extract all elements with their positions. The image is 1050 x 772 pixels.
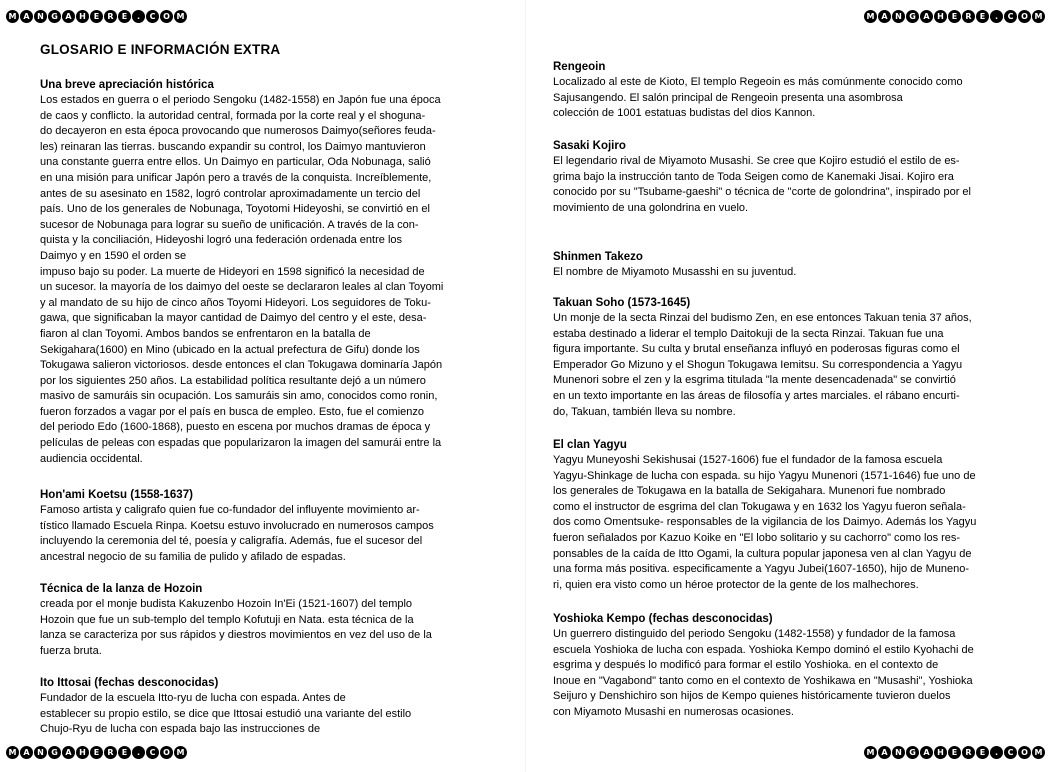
section-body: creada por el monje budista Kakuzenbo Hozoin In'Ei (1521-1607) del templo Hozoin que fue un sub-templo del templo Kofutuji en Nata. esta técnica de la lanza se caracteriza por sus rápidos y diestros movimientos en vez del uso de la fuerza bruta. [40, 598, 432, 657]
watermark-letter: A [920, 10, 933, 23]
watermark-letter: R [104, 10, 117, 23]
section-body: Fundador de la escuela Itto-ryu de lucha con espada. Antes de establecer su propio estilo, se dice que Ittosai estudió una variante del estilo Chujo-Ryu de lucha con espada bajo las instrucciones de [40, 692, 412, 736]
watermark-letter: N [34, 10, 47, 23]
watermark-letter: C [1004, 746, 1017, 759]
section-body: El nombre de Miyamoto Musasshi en su juventud. [553, 266, 797, 278]
watermark-letter: A [878, 746, 891, 759]
watermark-letter: R [962, 10, 975, 23]
section-takezo [553, 250, 1003, 281]
section-body: Un guerrero distinguido del periodo Sengoku (1482-1558) y fundador de la famosa escuela Yoshioka de lucha con espada. Yoshioka Kempo dominó el estilo Kyohachi de esgrima y después lo modificó para formar el estilo Yoshioka. en el contexto de Inoue en "Vagabond" tanto como en el contexto de Yoshikawa en "Musashi", Yoshioka Seijuro y Denshichiro son hijos de Kempo quienes históricamente tuvieron duelos con Miyamoto Musashi en numerosas ocasiones. [553, 628, 974, 718]
watermark-letter: H [934, 10, 947, 23]
watermark-letter: E [976, 10, 989, 23]
watermark-letter: H [934, 746, 947, 759]
watermark-letter: E [976, 746, 989, 759]
watermark-letter: C [146, 746, 159, 759]
section-heading: Técnica de la lanza de Hozoin [40, 583, 203, 595]
watermark-letter: O [1018, 10, 1031, 23]
watermark-letter: N [892, 746, 905, 759]
watermark-letter: A [920, 746, 933, 759]
section-ittosai [40, 676, 470, 738]
watermark-letter: G [906, 746, 919, 759]
watermark-letter: E [90, 10, 103, 23]
watermark-letter: M [864, 746, 877, 759]
watermark-letter: N [892, 10, 905, 23]
watermark-letter: E [948, 10, 961, 23]
section-body: El legendario rival de Miyamoto Musashi. Se cree que Kojiro estudió el estilo de es- grima bajo la instrucción tanto de Toda Seigen como de Kanemaki Jisai. Kojiro era conocido por su "Tsubame-gaeshi" o técnica de "corte de golondrina", inspirado por el movimiento de una golondrina en vuelo. [553, 155, 971, 214]
section-body: Localizado al este de Kioto, El templo Regeoin es más comúnmente conocido como Sajusangendo. El salón principal de Rengeoin presenta una asombrosa colección de 1001 estatuas budistas del dios Kannon. [553, 76, 963, 120]
watermark-letter: . [990, 10, 1003, 23]
section-body: Un monje de la secta Rinzai del budismo Zen, en ese entonces Takuan tenia 37 años, estaba destinado a liderar el templo Daitokuji de la secta Rinzai. Takuan fue una figura importante. Su culta y brutal enseñanza influyó en poderosas figuras como el Emperador Go Mizuno y el Shogun Tokugawa Iemitsu. Su correspondencia a Yagyu Munenori sobre el zen y la esgrima titulada "la mente desencadenada" se convirtió en un texto importante en las áreas de filosofía y artes marciales. el rábano encurti- do, Takuan, también lleva su nombre. [553, 312, 972, 418]
section-heading: El clan Yagyu [553, 439, 627, 451]
watermark-letter: M [1032, 746, 1045, 759]
section-koetsu [40, 488, 470, 565]
watermark-letter: A [62, 746, 75, 759]
section-takuan [553, 296, 1003, 420]
watermark-letter: N [34, 746, 47, 759]
watermark-letter: R [104, 746, 117, 759]
watermark-letter: H [76, 746, 89, 759]
section-yagyu [553, 438, 1003, 593]
watermark-letter: A [20, 10, 33, 23]
section-heading: Una breve apreciación histórica [40, 79, 214, 91]
section-heading: Ito Ittosai (fechas desconocidas) [40, 677, 219, 689]
watermark-letter: A [878, 10, 891, 23]
watermark-bottom-right [864, 746, 1045, 759]
watermark-letter: G [48, 10, 61, 23]
watermark-letter: M [6, 746, 19, 759]
section-heading: Hon'ami Koetsu (1558-1637) [40, 489, 193, 501]
watermark-letter: E [948, 746, 961, 759]
watermark-letter: O [1018, 746, 1031, 759]
section-historia [40, 78, 470, 467]
watermark-letter: G [906, 10, 919, 23]
page-gutter [525, 0, 526, 772]
watermark-letter: . [132, 746, 145, 759]
watermark-letter: H [76, 10, 89, 23]
watermark-letter: . [132, 10, 145, 23]
section-body: Famoso artista y caligrafo quien fue co-fundador del influyente movimiento ar- tístico llamado Escuela Rinpa. Koetsu estuvo involucrado en numerosos campos incluyendo la ceremonia del té, poesía y caligrafía. Además, fue el sucesor del ancestral negocio de su familia de pulido y afilado de espadas. [40, 504, 434, 563]
watermark-letter: E [118, 10, 131, 23]
section-heading: Takuan Soho (1573-1645) [553, 297, 691, 309]
watermark-letter: O [160, 746, 173, 759]
watermark-top-right [864, 10, 1045, 23]
watermark-letter: . [990, 746, 1003, 759]
watermark-letter: R [962, 746, 975, 759]
watermark-letter: O [160, 10, 173, 23]
section-heading: Sasaki Kojiro [553, 140, 626, 152]
page-title: GLOSARIO E INFORMACIÓN EXTRA [40, 42, 281, 57]
watermark-letter: G [48, 746, 61, 759]
section-kojiro [553, 139, 1003, 216]
section-body: Los estados en guerra o el periodo Sengoku (1482-1558) en Japón fue una época de caos y conflicto. la autoridad central, formada por la corte real y el shoguna- do decayeron en esta época provocando que numerosos Daimyo(señores feuda- les) reinaran las tierras. buscando expandir su control, los Daimyo mantuvieron una constante guerra entre ellos. Un Daimyo en particular, Oda Nobunaga, salió en una misión para unificar Japón pero a través de la conquista. Increíblemente, antes de su asesinato en 1582, logró controlar aproximadamente un tercio del país. Uno de los generales de Nobunaga, Toyotomi Hideyoshi, se convirtió en el sucesor de Nobunaga para lograr su sueño de unificación. A través de la con- quista y la conciliación, Hideyoshi logró una federación ordenada entre los Daimyo y en 1590 el orden se impuso bajo su poder. La muerte de Hideyori en 1598 significó la necesidad de un sucesor. la mayoría de los daimyo del oeste se declararon leales al clan Toyomi y al mandato de su hijo de cinco años Toyomi Hideyori. Los seguidores de Toku- gawa, que significaban la mayor cantidad de Daimyo del centro y el este, desa- fiaron al clan Toyomi. Ambos bandos se enfrentaron en la batalla de Sekigahara(1600) en Mino (ubicado en la actual prefectura de Gifu) donde los Tokugawa salieron victoriosos. desde entonces el clan Tokugawa dominaría Japón por los siguientes 250 años. La estabilidad política resultante dejó a un número masivo de samuráis sin ocupación. Los samuráis sin amo, conocidos como ronin, fueron forzados a vagar por el país en busca de empleo. Esto, fue el comienzo del periodo Edo (1600-1868), puesto en escena por muchos dramas de época y películas de peleas con espadas que popularizaron la imagen del samurái entre la audiencia occidental. [40, 94, 444, 465]
section-body: Yagyu Muneyoshi Sekishusai (1527-1606) fue el fundador de la famosa escuela Yagyu-Shinkage de lucha con espada. su hijo Yagyu Munenori (1571-1646) fue uno de los generales de Tokugawa en la batalla de Sekigahara. Munenori fue nombrado como el instructor de esgrima del clan Tokugawa y en 1632 los Yagyu fueron señala- dos como Omentsuke- responsables de la vigilancia de los Daimyo. Además los Yagyu fueron señalados por Kazuo Koike en "El lobo solitario y su cachorro" como los res- ponsables de la caída de Itto Ogami, la cultura popular japonesa ven al clan Yagyu de una forma más positiva. especificamente a Yagyu Jubei(1607-1650), hijo de Muneno- ri, quien era visto como un héroe protector de la gente de los malhechores. [553, 454, 977, 591]
watermark-letter: A [62, 10, 75, 23]
watermark-letter: A [20, 746, 33, 759]
section-yoshioka [553, 612, 1003, 721]
section-hozoin [40, 582, 470, 659]
watermark-letter: E [90, 746, 103, 759]
section-heading: Yoshioka Kempo (fechas desconocidas) [553, 613, 773, 625]
section-heading: Shinmen Takezo [553, 251, 643, 263]
section-heading: Rengeoin [553, 61, 606, 73]
watermark-letter: M [1032, 10, 1045, 23]
watermark-letter: E [118, 746, 131, 759]
watermark-top-left [6, 10, 187, 23]
watermark-letter: M [174, 746, 187, 759]
watermark-letter: M [864, 10, 877, 23]
section-rengeoin [553, 60, 1003, 122]
watermark-letter: M [6, 10, 19, 23]
watermark-letter: C [146, 10, 159, 23]
watermark-letter: C [1004, 10, 1017, 23]
watermark-bottom-left [6, 746, 187, 759]
watermark-letter: M [174, 10, 187, 23]
